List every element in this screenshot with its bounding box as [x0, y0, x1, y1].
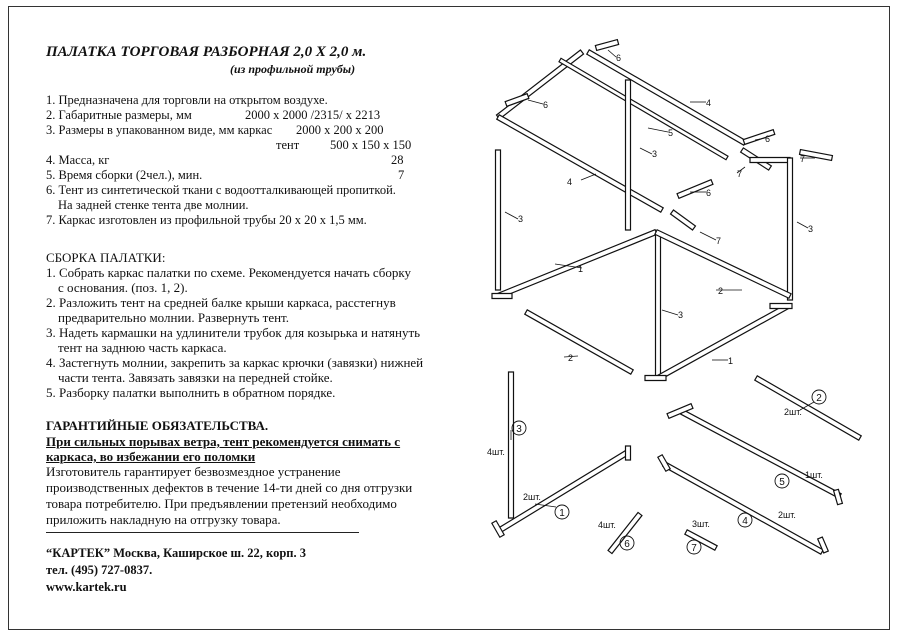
spec-2-value: 2000 х 2000 /2315/ х 2213 [245, 108, 381, 122]
part-tube-2 [755, 376, 861, 440]
spec-7: 7. Каркас изготовлен из профильной трубы 20 х 20 х 1,5 мм. [46, 213, 367, 227]
assembly-line: тент на заднюю часть каркаса. [58, 340, 227, 355]
assembly-line: 5. Разборку палатки выполнить в обратном порядке. [46, 385, 336, 400]
base-tube [497, 230, 657, 299]
roof-tube [750, 158, 790, 163]
roof-tube [497, 115, 663, 212]
page-title: ПАЛАТКА ТОРГОВАЯ РАЗБОРНАЯ 2,0 Х 2,0 м. [46, 44, 367, 60]
label-3: 3 [808, 224, 814, 234]
spec-6b: На задней стенке тента две молнии. [58, 198, 249, 212]
label-7: 7 [800, 154, 806, 164]
spec-5: 5. Время сборки (2чел.), мин. [46, 168, 203, 182]
assembly-line: с основания. (поз. 1, 2). [58, 280, 188, 295]
page-subtitle: (из профильной трубы) [230, 62, 356, 76]
warranty-heading: ГАРАНТИЙНЫЕ ОБЯЗАТЕЛЬСТВА. [46, 418, 269, 433]
post-tube [626, 80, 631, 230]
corner-tube [492, 294, 512, 299]
label-6: 6 [765, 134, 771, 144]
base-tube [525, 310, 633, 374]
part-num-7: 7 [691, 543, 697, 554]
warranty-text: Изготовитель гарантирует безвозмездное устранение [46, 464, 341, 479]
leader-line [581, 174, 596, 180]
assembly-line: 2. Разложить тент на средней балке крыши каркаса, расстегнув [46, 295, 396, 310]
warranty-text: производственных дефектов в течение 14-ти дней со дня отгрузки [46, 480, 413, 495]
label-2: 2 [568, 353, 574, 363]
warranty-warning: каркаса, во избежании его поломки [46, 449, 256, 464]
spec-4-value: 28 [391, 153, 404, 167]
leader-line [648, 128, 668, 132]
connector-tube [671, 210, 696, 230]
spec-1: 1. Предназначена для торговли на открытом воздухе. [46, 93, 328, 107]
part-tube-1 [626, 446, 631, 460]
leader-line [640, 148, 652, 154]
connector-tube [595, 40, 618, 51]
part-qty-3: 4шт. [487, 447, 505, 457]
contact-address: “КАРТЕК” Москва, Каширское ш. 22, корп. 3 [46, 546, 306, 560]
assembly-line: предварительно молнии. Развернуть тент. [58, 310, 289, 325]
spec-3b: тент [276, 138, 300, 152]
spec-3-value: 2000 х 200 х 200 [296, 123, 384, 137]
label-5: 5 [668, 128, 674, 138]
part-qty-4: 2шт. [778, 510, 796, 520]
label-3: 3 [652, 149, 658, 159]
spec-3: 3. Размеры в упакованном виде, мм каркас [46, 123, 273, 137]
corner-tube [645, 376, 666, 381]
part-qty-7: 3шт. [692, 519, 710, 529]
label-6: 6 [543, 100, 549, 110]
assembly-line: 4. Застегнуть молнии, закрепить за каркас крючки (завязки) нижней [46, 355, 424, 370]
part-num-1: 1 [559, 508, 565, 519]
connector-tube [743, 130, 775, 145]
spec-6: 6. Тент из синтетической ткани с водоотталкивающей пропиткой. [46, 183, 396, 197]
warranty-warning: При сильных порывах ветра, тент рекомендуется снимать с [46, 434, 401, 449]
part-tube-5 [834, 489, 843, 504]
part-qty-1: 2шт. [523, 492, 541, 502]
warranty-text: приложить накладную на отгрузку товара. [46, 512, 281, 527]
spec-4: 4. Масса, кг [46, 153, 110, 167]
label-6: 6 [706, 188, 712, 198]
label-7: 7 [716, 236, 722, 246]
roof-tube [587, 50, 747, 145]
label-3: 3 [678, 310, 684, 320]
label-1: 1 [578, 264, 584, 274]
part-qty-2: 2шт. [784, 407, 802, 417]
leader-line [797, 222, 808, 228]
post-tube [788, 158, 793, 300]
spec-5-value: 7 [398, 168, 405, 182]
warranty-text: товара потребителю. При предъявлении претензий необходимо [46, 496, 397, 511]
leader-line [505, 212, 518, 219]
leader-line [528, 100, 543, 104]
part-num-3: 3 [516, 424, 522, 435]
label-4: 4 [706, 98, 712, 108]
leader-line [700, 232, 716, 240]
label-6: 6 [616, 53, 622, 63]
assembly-line: части тента. Завязать завязки на передней стойке. [58, 370, 333, 385]
part-num-2: 2 [816, 393, 822, 404]
label-3: 3 [518, 214, 524, 224]
post-tube [656, 232, 661, 378]
contact-website: www.kartek.ru [46, 580, 127, 594]
roof-tube [496, 50, 583, 119]
assembly-heading: СБОРКА ПАЛАТКИ: [46, 250, 166, 265]
leader-line [608, 50, 616, 57]
part-num-4: 4 [742, 516, 748, 527]
assembly-line: 3. Надеть кармашки на удлинители трубок для козырька и натянуть [46, 325, 421, 340]
corner-tube [770, 304, 792, 309]
contact-phone: тел. (495) 727-0837. [46, 563, 153, 577]
assembly-line: 1. Собрать каркас палатки по схеме. Рекомендуется начать сборку [46, 265, 412, 280]
part-num-5: 5 [779, 477, 785, 488]
label-2: 2 [718, 286, 724, 296]
leader-line [662, 310, 678, 315]
ridge-tube [559, 58, 728, 159]
label-1: 1 [728, 356, 734, 366]
part-qty-6: 4шт. [598, 520, 616, 530]
post-tube [496, 150, 501, 290]
label-7: 7 [737, 169, 743, 179]
label-4: 4 [567, 177, 573, 187]
part-tube-3 [509, 372, 514, 518]
part-qty-5: 1шт. [805, 470, 823, 480]
spec-3b-value: 500 х 150 х 150 [330, 138, 412, 152]
part-num-6: 6 [624, 539, 630, 550]
base-tube [657, 304, 789, 380]
spec-2: 2. Габаритные размеры, мм [46, 108, 192, 122]
